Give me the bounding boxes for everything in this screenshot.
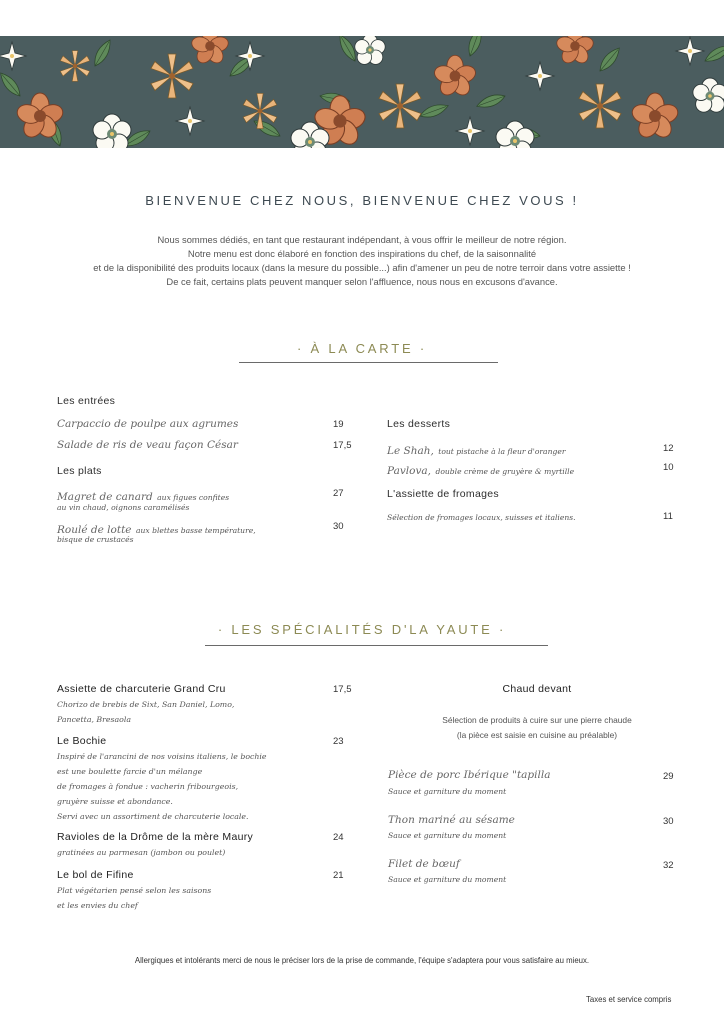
floral-banner bbox=[0, 36, 724, 148]
desc-line: et les envies du chef bbox=[57, 901, 138, 910]
allergy-note: Allergiques et intolérants merci de nous le préciser lors de la prise de commande, l'équipe s'adaptera pour vous satisfaire au mieux. bbox=[134, 956, 590, 965]
chaud-item-name: Filet de bœuf bbox=[388, 858, 460, 870]
entree-price: 19 bbox=[333, 419, 344, 430]
intro-line: De ce fait, certains plats peuvent manquer selon l'affluence, nous nous en excusons d'avance. bbox=[166, 276, 558, 287]
plat-name: Roulé de lotte bbox=[57, 524, 132, 536]
specialite-price: 21 bbox=[333, 870, 344, 881]
fromages-price: 11 bbox=[663, 511, 673, 522]
desserts-heading: Les desserts bbox=[387, 418, 451, 430]
specialite-name: Ravioles de la Drôme de la mère Maury bbox=[57, 831, 254, 843]
chaud-item-name: Thon mariné au sésame bbox=[388, 814, 515, 826]
entree-name: Salade de ris de veau façon César bbox=[57, 439, 238, 451]
fromages-heading: L'assiette de fromages bbox=[387, 488, 499, 500]
dessert-desc: double crème de gruyère & myrtille bbox=[435, 467, 575, 476]
specialite-desc bbox=[57, 883, 211, 913]
plat-desc: aux blettes basse température, bbox=[135, 526, 256, 535]
desc-line: gratinées au parmesan (jambon ou poulet) bbox=[57, 848, 226, 857]
plats-heading: Les plats bbox=[57, 465, 102, 477]
dessert-price: 12 bbox=[663, 443, 674, 454]
carte-title: · À LA CARTE · bbox=[297, 341, 427, 356]
dessert-item bbox=[387, 461, 574, 479]
intro-text bbox=[0, 233, 724, 289]
carte-divider bbox=[239, 362, 498, 363]
taxes-note: Taxes et service compris bbox=[586, 995, 672, 1004]
entree-price: 17,5 bbox=[333, 440, 352, 451]
dessert-name: Le Shah, bbox=[387, 445, 434, 457]
chaud-item-price: 30 bbox=[663, 816, 674, 827]
specialite-desc bbox=[57, 749, 267, 824]
specialites-divider bbox=[205, 645, 548, 646]
dessert-price: 10 bbox=[663, 462, 674, 473]
chaud-item-desc: Sauce et garniture du moment bbox=[388, 831, 507, 840]
dessert-item bbox=[387, 441, 565, 459]
plat-desc: au vin chaud, oignons caramélisés bbox=[57, 503, 190, 512]
desc-line: Plat végétarien pensé selon les saisons bbox=[57, 886, 212, 895]
dessert-name: Pavlova, bbox=[387, 465, 431, 477]
chaud-item-desc: Sauce et garniture du moment bbox=[388, 875, 507, 884]
specialite-name: Le Bochie bbox=[57, 735, 107, 747]
plat-price: 30 bbox=[333, 521, 344, 532]
plat-price: 27 bbox=[333, 488, 344, 499]
desc-line: est une boulette farcie d'un mélange bbox=[57, 767, 203, 776]
chaud-item-desc: Sauce et garniture du moment bbox=[388, 787, 507, 796]
specialite-desc bbox=[57, 845, 225, 860]
chaud-item-name: Pièce de porc Ibérique "tapilla bbox=[388, 769, 551, 781]
specialite-desc bbox=[57, 697, 234, 727]
dessert-desc: tout pistache à la fleur d'oranger bbox=[438, 447, 566, 456]
entree-name: Carpaccio de poulpe aux agrumes bbox=[57, 418, 239, 430]
plat-desc: bisque de crustacés bbox=[57, 535, 134, 544]
plat-desc: aux figues confites bbox=[157, 493, 230, 502]
note-line: Sélection de produits à cuire sur une pierre chaude bbox=[442, 715, 632, 725]
chaud-title: Chaud devant bbox=[502, 683, 572, 695]
entrees-heading: Les entrées bbox=[57, 395, 116, 407]
desc-line: Servi avec un assortiment de charcuterie locale. bbox=[57, 812, 249, 821]
specialite-price: 24 bbox=[333, 832, 344, 843]
specialite-price: 23 bbox=[333, 736, 344, 747]
intro-line: et de la disponibilité des produits locaux (dans la mesure du possible...) afin d'amener un peu de notre terroir dans votre assiette ! bbox=[93, 262, 631, 273]
specialites-title: · LES SPÉCIALITÉS D'LA YAUTE · bbox=[217, 622, 507, 637]
intro-line: Notre menu est donc élaboré en fonction des inspirations du chef, de la saisonnalité bbox=[187, 248, 537, 259]
fromages-desc: Sélection de fromages locaux, suisses et italiens. bbox=[387, 513, 576, 522]
desc-line: gruyère suisse et abondance. bbox=[57, 797, 173, 806]
desc-line: Inspiré de l'arancini de nos voisins italiens, le bochie bbox=[57, 752, 267, 761]
note-line: (la pièce est saisie en cuisine au préalable) bbox=[456, 730, 618, 740]
intro-line: Nous sommes dédiés, en tant que restaurant indépendant, à vous offrir le meilleur de notre région. bbox=[157, 234, 567, 245]
welcome-title: BIENVENUE CHEZ NOUS, BIENVENUE CHEZ VOUS ! bbox=[145, 193, 579, 208]
plat-name: Magret de canard bbox=[57, 491, 153, 503]
desc-line: de fromages à fondue : vacherin fribourgeois, bbox=[57, 782, 239, 791]
chaud-item-price: 32 bbox=[663, 860, 674, 871]
specialite-price: 17,5 bbox=[333, 684, 352, 695]
desc-line: Pancetta, Bresaola bbox=[57, 715, 131, 724]
desc-line: Chorizo de brebis de Sixt, San Daniel, Lomo, bbox=[57, 700, 235, 709]
chaud-item-price: 29 bbox=[663, 771, 674, 782]
specialite-name: Le bol de Fifine bbox=[57, 869, 134, 881]
specialite-name: Assiette de charcuterie Grand Cru bbox=[57, 683, 226, 695]
chaud-note bbox=[387, 713, 687, 743]
